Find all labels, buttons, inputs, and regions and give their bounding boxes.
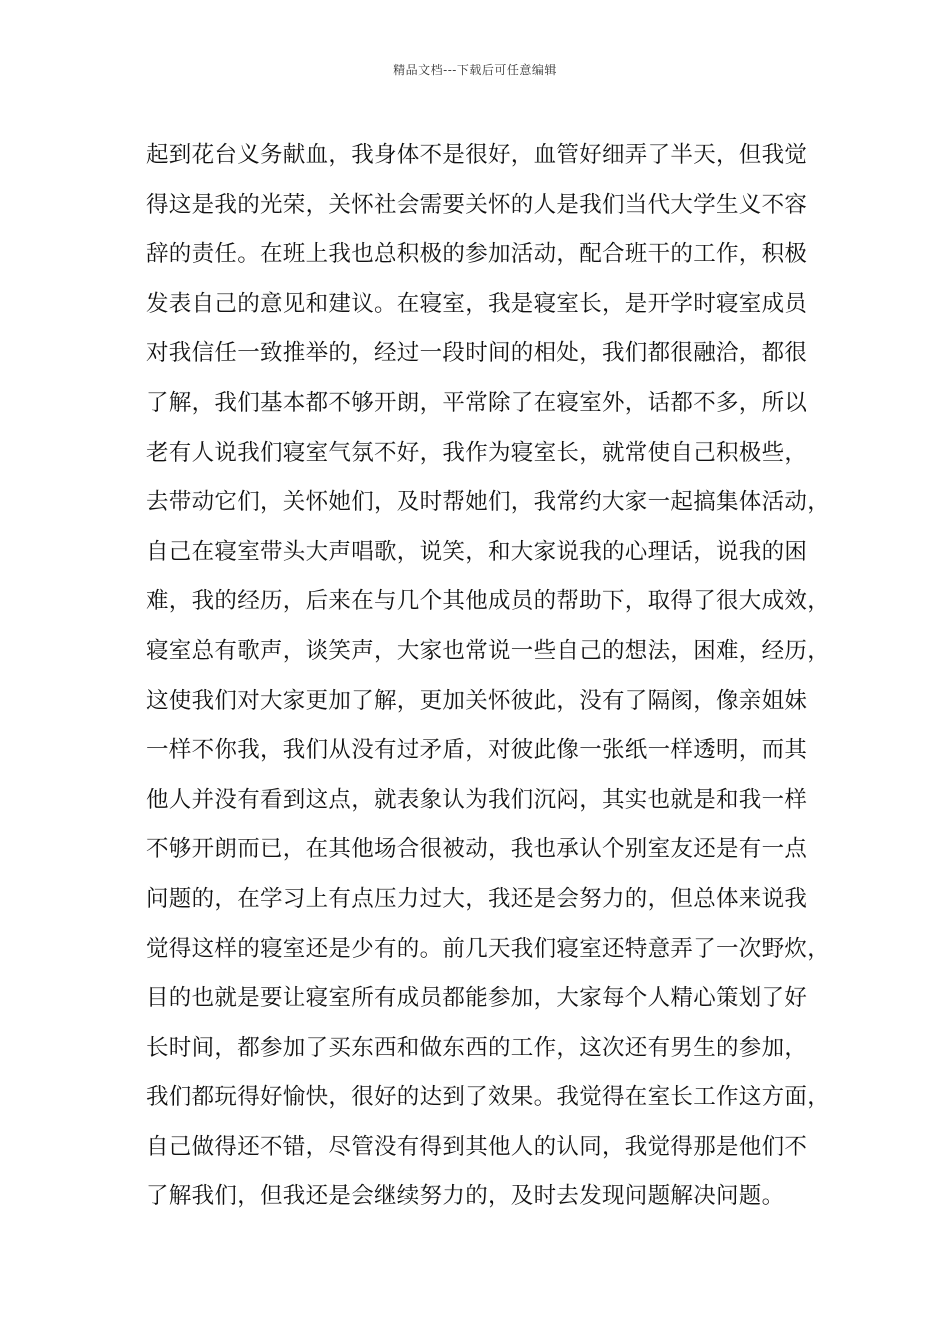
text-line: 他人并没有看到这点，就表象认为我们沉闷，其实也就是和我一样 <box>146 786 808 813</box>
text-line: 去带动它们，关怀她们，及时帮她们，我常约大家一起搞集体活动， <box>146 489 831 516</box>
page-header: 精品文档---下载后可任意编辑 <box>393 63 557 77</box>
text-line: 对我信任一致推举的，经过一段时间的相处，我们都很融洽，都很 <box>146 340 808 367</box>
body-paragraph <box>146 131 831 1222</box>
text-line: 不够开朗而已，在其他场合很被动，我也承认个别室友还是有一点 <box>146 836 808 863</box>
text-line: 得这是我的光荣，关怀社会需要关怀的人是我们当代大学生义不容 <box>146 191 808 218</box>
text-line: 辞的责任。在班上我也总积极的参加活动，配合班干的工作，积极 <box>146 241 808 268</box>
text-line: 觉得这样的寝室还是少有的。前几天我们寝室还特意弄了一次野炊， <box>146 935 831 962</box>
text-line: 这使我们对大家更加了解，更加关怀彼此，没有了隔阂，像亲姐妹 <box>146 687 808 714</box>
text-line: 我们都玩得好愉快，很好的达到了效果。我觉得在室长工作这方面， <box>146 1084 831 1111</box>
text-line: 自己在寝室带头大声唱歌，说笑，和大家说我的心理话，说我的困 <box>146 538 808 565</box>
text-line: 自己做得还不错，尽管没有得到其他人的认同，我觉得那是他们不 <box>146 1133 808 1160</box>
text-line: 寝室总有歌声，谈笑声，大家也常说一些自己的想法，困难，经历， <box>146 637 831 664</box>
text-line: 长时间，都参加了买东西和做东西的工作，这次还有男生的参加， <box>146 1034 808 1061</box>
text-line: 了解，我们基本都不够开朗，平常除了在寝室外，话都不多，所以 <box>146 389 808 416</box>
text-line: 发表自己的意见和建议。在寝室，我是寝室长，是开学时寝室成员 <box>146 290 808 317</box>
text-line: 起到花台义务献血，我身体不是很好，血管好细弄了半天，但我觉 <box>146 142 808 168</box>
text-line: 问题的，在学习上有点压力过大，我还是会努力的，但总体来说我 <box>146 885 808 912</box>
text-line: 难，我的经历，后来在与几个其他成员的帮助下，取得了很大成效， <box>146 588 831 615</box>
text-line: 老有人说我们寝室气氛不好，我作为寝室长，就常使自己积极些， <box>146 439 808 466</box>
text-line: 了解我们，但我还是会继续努力的，及时去发现问题解决问题。 <box>146 1183 785 1210</box>
text-line: 目的也就是要让寝室所有成员都能参加，大家每个人精心策划了好 <box>146 985 808 1012</box>
text-line: 一样不你我，我们从没有过矛盾，对彼此像一张纸一样透明，而其 <box>146 737 808 764</box>
